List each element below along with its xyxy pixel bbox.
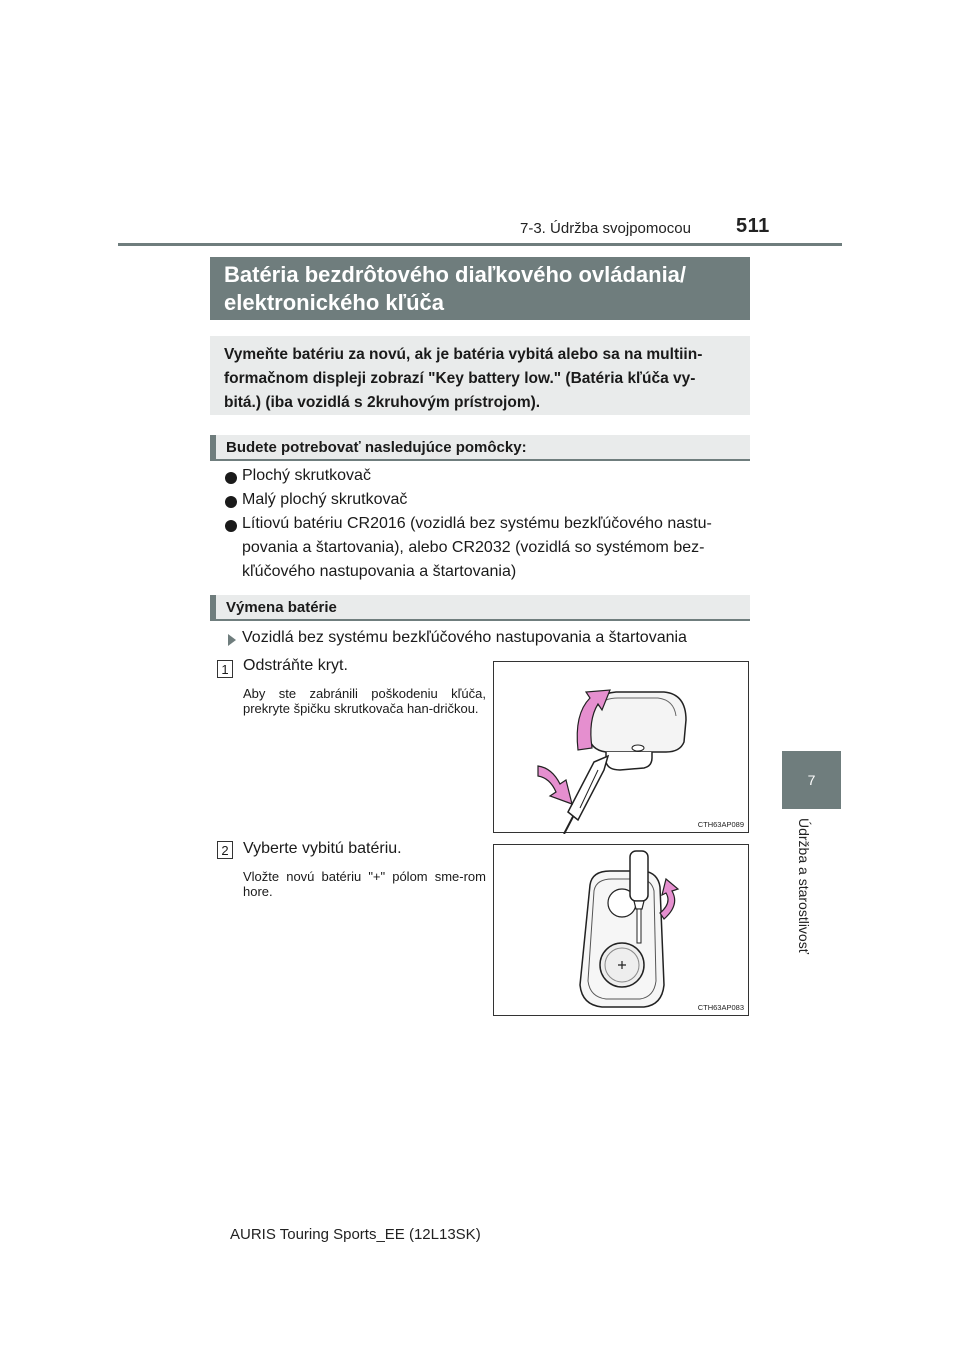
figure-remove-battery <box>493 844 749 1016</box>
vehicle-type-label: Vozidlá bez systému bezkľúčového nastupovania a štartovania <box>242 629 687 646</box>
figure-2-code: CTH63AP083 <box>697 1003 744 1012</box>
triangle-bullet-icon <box>228 634 236 646</box>
section-title-line-2: elektronického kľúča <box>224 290 445 315</box>
footer-model: AURIS Touring Sports_EE (12L13SK) <box>230 1226 481 1243</box>
tool-item-2: Malý plochý skrutkovač <box>242 491 408 508</box>
step-2-note: Vložte novú batériu "+" pólom sme-rom hore. <box>243 869 486 899</box>
replacement-heading <box>210 595 750 621</box>
figure-remove-cover <box>493 661 749 833</box>
tool-item-3-line-2: povania a štartovania), alebo CR2032 (vozidlá so systémom bez- <box>242 539 705 556</box>
intro-line-3: bitá.) (iba vozidlá s 2kruhovým prístrojom). <box>224 394 541 411</box>
bullet-dot <box>225 520 237 532</box>
intro-box <box>210 336 750 415</box>
tool-item-3-line-3: kľúčového nastupovania a štartovania) <box>242 563 517 580</box>
bullet-dot <box>225 496 237 508</box>
chapter-tab <box>782 751 841 809</box>
intro-line-2: formačnom displeji zobrazí "Key battery low." (Batéria kľúča vy- <box>224 370 696 387</box>
step-2-title: Vyberte vybitú batériu. <box>243 840 402 857</box>
tools-heading-text: Budete potrebovať nasledujúce pomôcky: <box>226 439 527 456</box>
tools-heading <box>210 435 750 461</box>
figure-1-code: CTH63AP089 <box>697 820 744 829</box>
page-number: 511 <box>736 215 770 237</box>
tool-item-3: Lítiovú batériu CR2016 (vozidlá bez systému bezkľúčového nastu- <box>242 515 712 532</box>
battery-removal-illustration <box>494 845 750 1017</box>
section-reference: 7-3. Údržba svojpomocou <box>520 220 691 237</box>
replacement-heading-text: Výmena batérie <box>226 599 337 616</box>
chapter-tab-number: 7 <box>807 772 816 788</box>
section-title-box <box>210 257 750 320</box>
step-number-1: 1 <box>217 660 233 678</box>
chapter-side-title: Údržba a starostlivosť <box>796 818 812 954</box>
key-cover-illustration <box>494 662 750 834</box>
step-1-note: Aby ste zabránili poškodeniu kľúča, prekryte špičku skrutkovača han-dričkou. <box>243 686 486 716</box>
section-title-line-1: Batéria bezdrôtového diaľkového ovládania/ <box>224 262 687 287</box>
header-rule <box>118 243 842 246</box>
bullet-dot <box>225 472 237 484</box>
intro-line-1: Vymeňte batériu za novú, ak je batéria vybitá alebo sa na multiin- <box>224 346 703 363</box>
step-number-2: 2 <box>217 841 233 859</box>
tool-item-1: Plochý skrutkovač <box>242 467 371 484</box>
step-1-title: Odstráňte kryt. <box>243 657 348 674</box>
